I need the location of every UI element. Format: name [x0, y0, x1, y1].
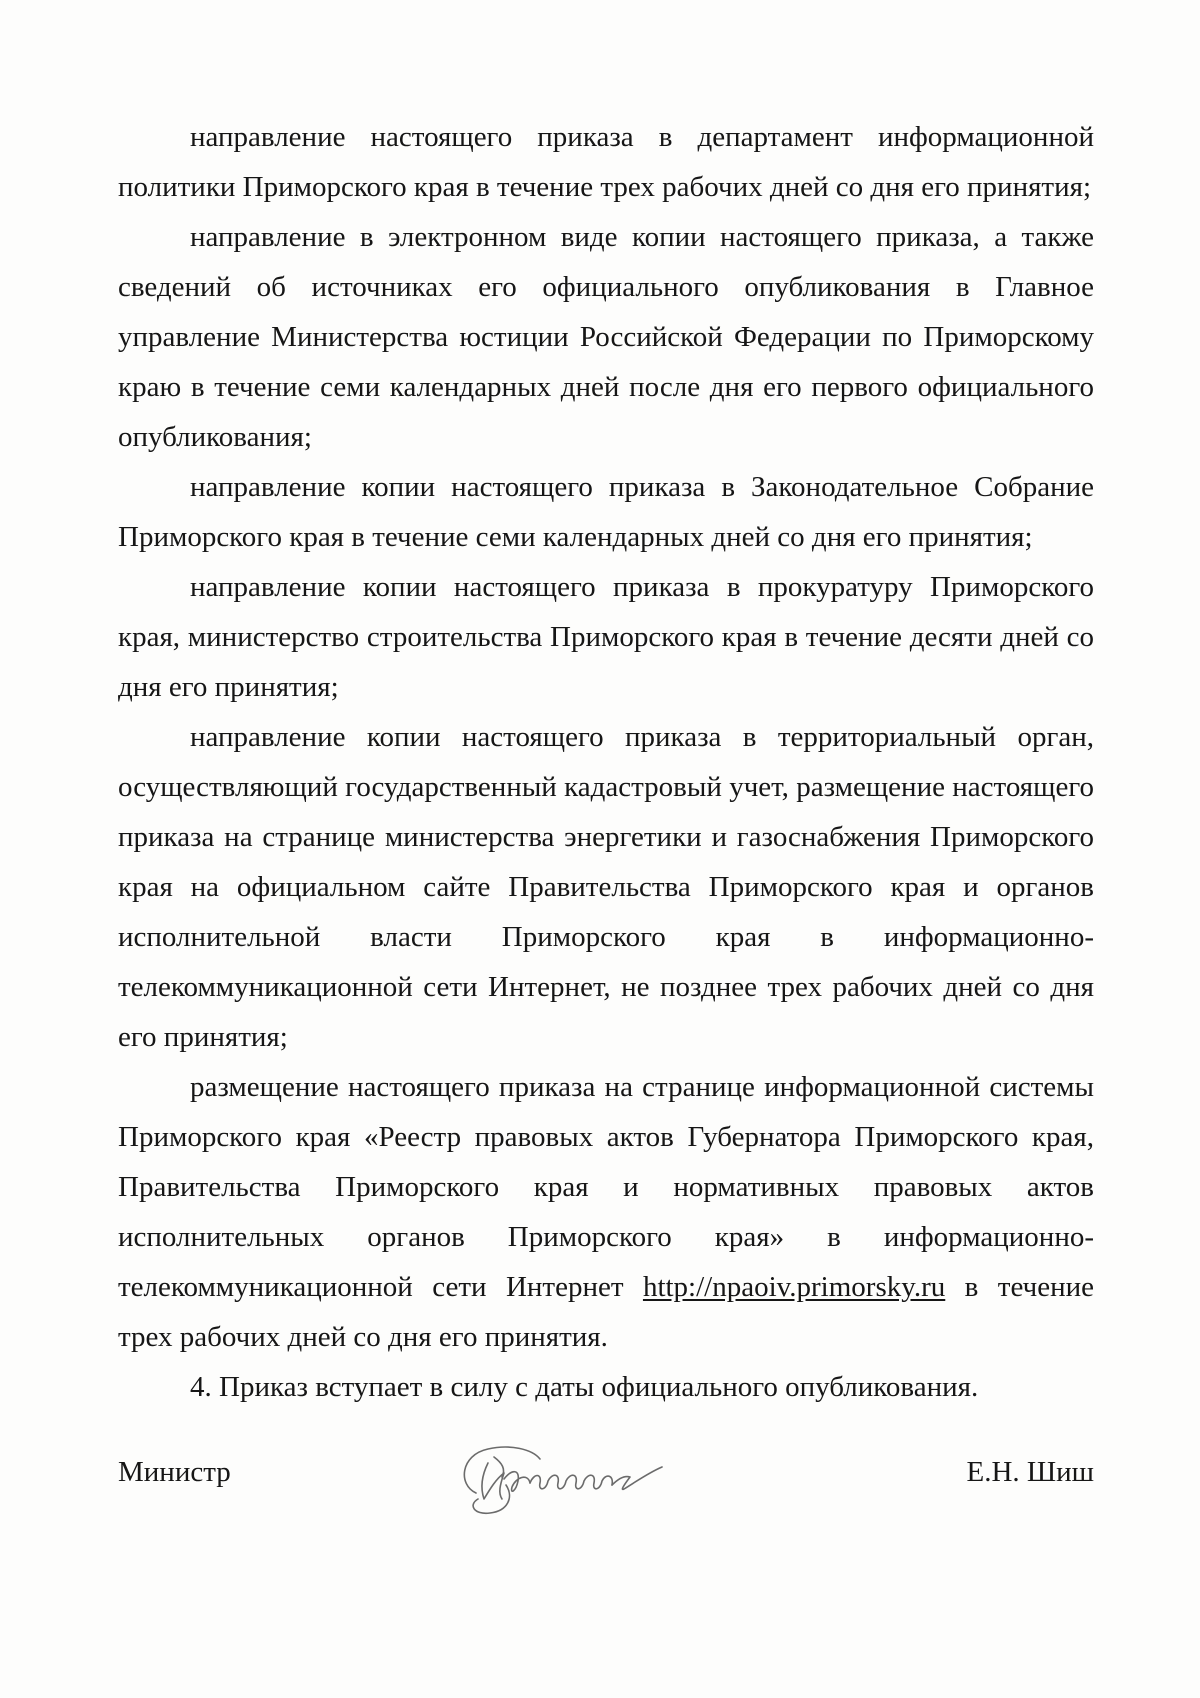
paragraph-effective-date: 4. Приказ вступает в силу с даты официального опубликования. [190, 1371, 979, 1403]
paragraph-cadastral: направление копии настоящего приказа в территориальный орган, осуществляющий государственный кадастровый учет, размещение настоящего приказа на странице министерства энергетики и газоснабжения Приморского края на официальном сайте Правительства Приморского края и органов исполнительной власти Приморского края в информационно-телекоммуникационной сети Интернет, не позднее трех рабочих дней со дня его принятия; [118, 721, 1094, 1053]
handwritten-signature [448, 1433, 678, 1523]
paragraph-prosecutor: направление копии настоящего приказа в прокуратуру Приморского края, министерство строительства Приморского края в течение десяти дней со дня его принятия; [118, 571, 1094, 703]
registry-text-after: в течение трех рабочих дней со дня его принятия. [118, 1271, 1094, 1353]
signer-name: Е.Н. Шиш [966, 1456, 1094, 1488]
signature-row [118, 1447, 1094, 1527]
paragraph-justice-ministry: направление в электронном виде копии настоящего приказа, а также сведений об источниках его официального опубликования в Главное управление Министерства юстиции Российской Федерации по Приморскому краю в течение семи календарных дней после дня его первого официального опубликования; [118, 221, 1094, 453]
paragraph-registry [118, 1062, 1094, 1362]
paragraph-legislative-assembly: направление копии настоящего приказа в Законодательное Собрание Приморского края в течение семи календарных дней со дня его принятия; [118, 471, 1094, 553]
registry-text-before: размещение настоящего приказа на странице информационной системы Приморского края «Реестр правовых актов Губернатора Приморского края, Правительства Приморского края и нормативных правовых актов исполнительных органов Приморского края» в информационно-телекоммуникационной сети Интернет [118, 1071, 1094, 1303]
signer-title: Министр [118, 1456, 231, 1488]
document-body [118, 112, 1094, 1412]
paragraph-info-policy: направление настоящего приказа в департамент информационной политики Приморского края в течение трех рабочих дней со дня его принятия; [118, 121, 1094, 203]
registry-link[interactable]: http://npaoiv.primorsky.ru [642, 1271, 946, 1303]
